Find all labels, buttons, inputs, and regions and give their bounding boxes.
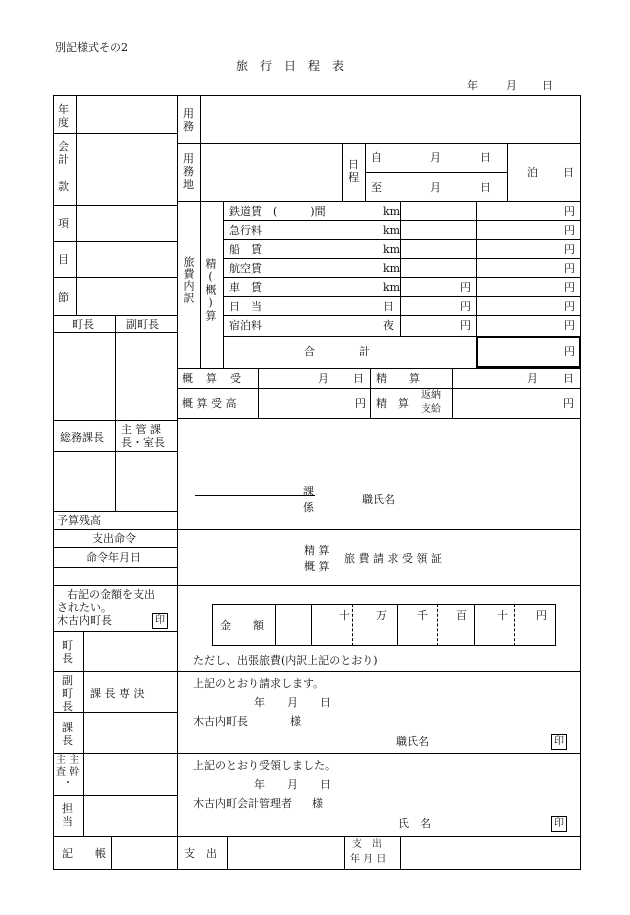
chocho-label: 町長 [72, 318, 94, 331]
expense-row-unit: km [383, 281, 401, 294]
divider [223, 258, 581, 259]
shusa-3: ・ [63, 778, 73, 789]
gaisan-month: 月 [318, 372, 329, 385]
shishutsu-date-1: 支 出 [352, 839, 382, 850]
claim-to: 木古内町長 [193, 715, 248, 728]
expense-row-label: 船 賃 [229, 243, 262, 256]
total-yen: 円 [564, 345, 575, 358]
divider [400, 836, 401, 870]
divider [223, 277, 581, 278]
seisan-label-3: 精 算 [376, 397, 409, 410]
fukucho-1: 副 [62, 674, 73, 687]
divider [53, 547, 177, 548]
receipt-seal: 印 [551, 816, 567, 832]
receipt-text: 上記のとおり受領しました。 [193, 759, 336, 772]
order-gaisan: 概 算 [304, 560, 330, 573]
divider [365, 172, 507, 173]
approve-town: 木古内町長 [57, 614, 112, 627]
tanto-2: 当 [62, 815, 73, 828]
cho-label-1: 町 [62, 639, 73, 652]
divider [200, 201, 201, 368]
divider [53, 712, 177, 713]
digit-sep [514, 604, 515, 646]
from-month: 月 [430, 151, 441, 164]
divider [344, 836, 345, 870]
receipt-sama: 様 [312, 797, 323, 810]
expense-row-unit: km [383, 224, 401, 237]
divider [370, 368, 371, 418]
divider [200, 95, 201, 201]
youmuchi-2: 務 [183, 165, 194, 178]
shukan-label-1: 主 管 課 [121, 423, 161, 436]
expense-row-yen: 円 [564, 281, 575, 294]
expense-row-unit: km [383, 205, 401, 218]
divider [53, 529, 581, 530]
divider [223, 315, 581, 316]
claim-date: 年 月 日 [254, 696, 331, 709]
kou-label: 項 [58, 217, 69, 230]
claim-shokushimei: 職氏名 [396, 735, 429, 748]
divider [223, 220, 581, 221]
divider [311, 604, 312, 646]
haku-label: 泊 [527, 166, 538, 179]
divider [53, 277, 177, 278]
digit-sep [474, 604, 475, 646]
approve-text2: されたい。 [57, 601, 112, 614]
nendo-label-2: 度 [58, 116, 69, 129]
receipt-shimei: 氏 名 [398, 817, 431, 830]
seisan-yen: 円 [563, 397, 574, 410]
tanto-1: 担 [62, 802, 73, 815]
form-id: 別記様式その2 [55, 41, 128, 54]
expense-row-mid-yen: 円 [460, 281, 471, 294]
fukucho-2: 町 [62, 687, 73, 700]
expense-row-yen: 円 [564, 262, 575, 275]
divider [177, 201, 581, 202]
divider [275, 604, 276, 646]
divider [258, 368, 259, 418]
hi-label: 日 [563, 166, 574, 179]
shusa-2: 査 幹 [56, 767, 80, 778]
youmuchi-3: 地 [183, 178, 194, 191]
digit-sen: 千 [417, 609, 428, 622]
digit-hyaku: 百 [456, 609, 467, 622]
to-month: 月 [430, 181, 441, 194]
to-day: 日 [480, 181, 491, 194]
seisan-month: 月 [527, 372, 538, 385]
digit-ju: 十 [497, 609, 508, 622]
from-label: 自 [371, 151, 382, 164]
shukan-label-2: 長・室長 [121, 436, 165, 449]
expense-row-label: 航空賃 [229, 262, 262, 275]
henno-label: 返納 [421, 390, 441, 401]
receipt-to: 木古内町会計管理者 [193, 797, 292, 810]
amount-note: ただし、出張旅費(内訳上記のとおり) [193, 654, 378, 667]
divider [53, 631, 177, 632]
divider [53, 671, 581, 672]
nendo-label-1: 年 [58, 103, 69, 116]
approve-seal: 印 [152, 613, 168, 629]
moku-label: 目 [58, 253, 69, 266]
digit-man: 万 [376, 609, 387, 622]
divider [53, 133, 177, 134]
expense-row-label: 車 賃 [229, 281, 262, 294]
digit-en: 円 [536, 609, 547, 622]
claim-seal: 印 [551, 734, 567, 750]
gaisan-day: 日 [353, 372, 364, 385]
fukucho-3: 長 [62, 700, 73, 713]
ryohi-label: 旅費内訳 [182, 256, 195, 304]
seisan-label-2: 精 算 [376, 372, 420, 385]
kacho-senketsu-label: 課 長 専 決 [90, 687, 145, 700]
expense-row-yen: 円 [564, 243, 575, 256]
receipt-title: 旅 費 請 求 受 領 証 [344, 552, 442, 565]
setsu-label: 節 [58, 291, 69, 304]
seisan-label: 精(概)算 [204, 258, 217, 322]
shishutsu-meirei-label: 支出命令 [92, 532, 136, 545]
expense-row-unit: km [383, 262, 401, 275]
digit-ju-man: 十 [339, 609, 350, 622]
kacho-2: 長 [62, 734, 73, 747]
divider [177, 368, 581, 369]
from-day: 日 [480, 151, 491, 164]
kicho-label: 記 帳 [62, 847, 106, 860]
nittei-2: 程 [348, 171, 359, 184]
expense-row-yen: 円 [564, 319, 575, 332]
divider [452, 368, 453, 418]
digit-sep [397, 604, 398, 646]
digit-sep [437, 604, 438, 646]
gaisan-yen: 円 [355, 397, 366, 410]
divider [53, 511, 177, 512]
youmuchi-1: 用 [183, 152, 194, 165]
meirei-date-label: 命令年月日 [86, 551, 141, 564]
divider [53, 753, 581, 754]
nittei-1: 日 [348, 158, 359, 171]
divider [177, 418, 581, 419]
expense-row-label: 急行料 [229, 224, 262, 237]
to-label: 至 [371, 181, 382, 194]
kacho-1: 課 [62, 721, 73, 734]
expense-row-unit: 日 [383, 300, 394, 313]
expense-row-mid-yen: 円 [460, 300, 471, 313]
total-label: 合 計 [304, 345, 370, 358]
divider [53, 451, 177, 452]
claim-sama: 様 [290, 715, 301, 728]
expense-row-unit: km [383, 243, 401, 256]
date-year: 年 [467, 79, 478, 92]
claim-text: 上記のとおり請求します。 [193, 677, 325, 690]
youmu-2: 務 [183, 120, 194, 133]
approve-text1: 右記の金額を支出 [67, 588, 155, 601]
divider [53, 567, 177, 568]
divider [507, 143, 508, 201]
somukacho-label: 総務課長 [60, 431, 104, 444]
date-day: 日 [542, 79, 553, 92]
shishutsu-date-2: 年 月 日 [350, 854, 387, 865]
divider [342, 143, 343, 201]
expense-row-yen: 円 [564, 224, 575, 237]
kaikei-label-1: 会 [58, 140, 69, 153]
divider [83, 631, 84, 836]
expense-row-mid-yen: 円 [460, 319, 471, 332]
amount-label: 金 額 [220, 619, 264, 632]
expense-row-yen: 円 [564, 300, 575, 313]
expense-row-unit: 夜 [383, 319, 394, 332]
order-seisan: 精 算 [304, 544, 330, 557]
expense-row-yen: 円 [564, 205, 575, 218]
yosan-label: 予算残高 [57, 514, 101, 527]
fukuchocho-label: 副町長 [126, 318, 159, 331]
form-title: 旅 行 日 程 表 [236, 59, 345, 73]
divider [111, 836, 112, 870]
expense-row-label: 日 当 [229, 300, 262, 313]
cho-label-2: 長 [62, 652, 73, 665]
divider [177, 388, 581, 389]
divider [227, 836, 228, 870]
receipt-date: 年 月 日 [254, 778, 331, 791]
kakari-label: 係 [303, 501, 314, 514]
gaisan-uke-taka-label: 概 算 受 高 [182, 397, 237, 410]
date-month: 月 [506, 79, 517, 92]
divider [53, 241, 177, 242]
youmu-1: 用 [183, 107, 194, 120]
divider [223, 239, 581, 240]
digit-sep [352, 604, 353, 646]
shishutsu-label: 支 出 [184, 847, 217, 860]
divider [53, 205, 177, 206]
gaisan-uke-label: 概 算 受 [182, 372, 242, 385]
expense-row-label: 鉄道賃 ( )間 [229, 205, 326, 218]
divider [53, 795, 177, 796]
shikyu-label: 支給 [421, 404, 441, 415]
divider [53, 585, 581, 586]
shokushimei-label: 職氏名 [362, 493, 395, 506]
kaikei-label-2: 計 [58, 153, 69, 166]
divider [53, 420, 177, 421]
section-line [195, 495, 315, 496]
divider [53, 836, 581, 837]
expense-row-label: 宿泊料 [229, 319, 262, 332]
divider [223, 201, 224, 368]
kan-label: 款 [58, 180, 69, 193]
shusa-1: 主 主 [56, 755, 80, 766]
divider [177, 143, 581, 144]
ka-label: 課 [303, 485, 314, 498]
seisan-day: 日 [563, 372, 574, 385]
divider [115, 315, 116, 512]
divider [223, 296, 581, 297]
